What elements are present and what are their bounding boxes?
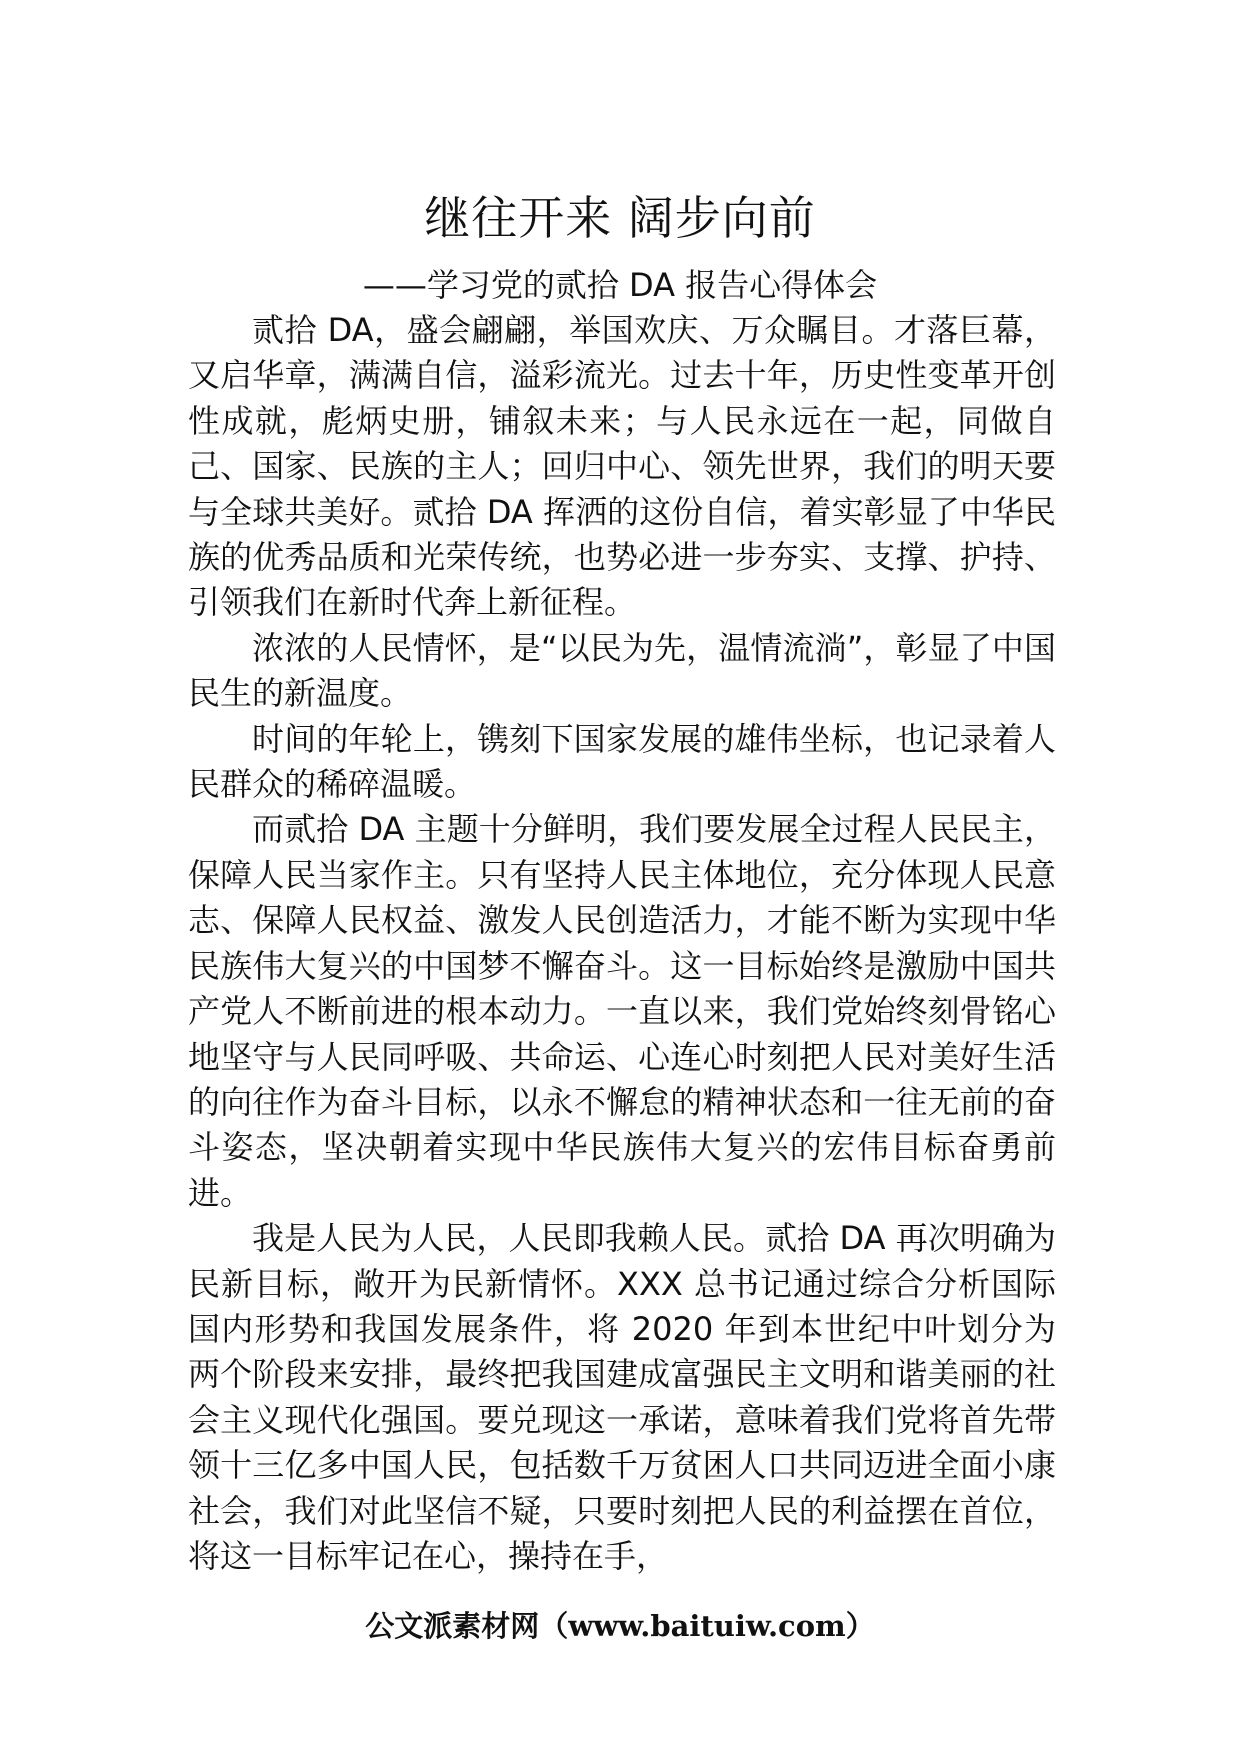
- document-body: [188, 308, 1056, 1579]
- paragraph: 贰拾 DA，盛会翩翩，举国欢庆、万众瞩目。才落巨幕，又启华章，满满自信，溢彩流光。过去十年，历史性变革开创性成就，彪炳史册，铺叙未来；与人民永远在一起，同做自己、国家、民族的主人；回归中心、领先世界，我们的明天要与全球共美好。贰拾 DA 挥洒的这份自信，着实彰显了中华民族的优秀品质和光荣传统，也势必进一步夯实、支撑、护持、引领我们在新时代奔上新征程。: [188, 311, 1056, 622]
- paragraph: 浓浓的人民情怀，是“以民为先，温情流淌”，彰显了中国民生的新温度。: [188, 628, 1056, 713]
- paragraph: 时间的年轮上，镌刻下国家发展的雄伟坐标，也记录着人民群众的稀碎温暖。: [188, 719, 1056, 804]
- document-subtitle: ——学习党的贰拾 DA 报告心得体会: [362, 266, 878, 304]
- document-title: 继往开来 阔步向前: [424, 191, 816, 245]
- page-footer-source: 公文派素材网（www.baituiw.com）: [365, 1609, 875, 1643]
- paragraph: 我是人民为人民，人民即我赖人民。贰拾 DA 再次明确为民新目标，敞开为民新情怀。XXX 总书记通过综合分析国际国内形势和我国发展条件，将 2020 年到本世纪中叶划分为两个阶段来安排，最终把我国建成富强民主文明和谐美丽的社会主义现代化强国。要兑现这一承诺，意味着我们党将首先带领十三亿多中国人民，包括数千万贫困人口共同迈进全面小康社会，我们对此坚信不疑，只要时刻把人民的利益摆在首位，将这一目标牢记在心，操持在手，: [188, 1219, 1056, 1575]
- paragraph: 而贰拾 DA 主题十分鲜明，我们要发展全过程人民民主，保障人民当家作主。只有坚持人民主体地位，充分体现人民意志、保障人民权益、激发人民创造活力，才能不断为实现中华民族伟大复兴的中国梦不懈奋斗。这一目标始终是激励中国共产党人不断前进的根本动力。一直以来，我们党始终刻骨铭心地坚守与人民同呼吸、共命运、心连心时刻把人民对美好生活的向往作为奋斗目标，以永不懈怠的精神状态和一往无前的奋斗姿态，坚决朝着实现中华民族伟大复兴的宏伟目标奋勇前进。: [188, 810, 1056, 1212]
